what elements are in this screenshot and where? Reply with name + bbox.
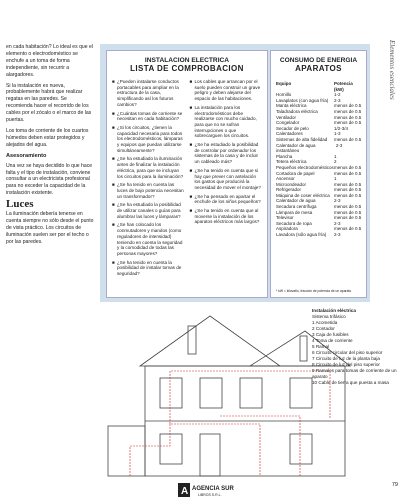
bullet-icon: ■ xyxy=(112,124,115,130)
diagram-legend xyxy=(312,308,402,386)
bullet-icon: ■ xyxy=(189,104,193,110)
publisher-logo xyxy=(178,483,236,497)
legend-item: 7 Circuito de luz de la planta baja xyxy=(312,356,380,361)
checklist-column xyxy=(112,79,185,293)
appliance-power: menos de 0.5 xyxy=(334,187,362,193)
heading-luces: Luces xyxy=(6,198,34,211)
appliance-name: Plancha xyxy=(276,153,293,159)
checklist-item xyxy=(112,111,185,122)
legend-item: 1 Acometida xyxy=(312,320,338,325)
running-title: Elementos esenciales xyxy=(388,40,396,100)
page-number: 79 xyxy=(391,482,398,488)
body-text-column xyxy=(6,44,94,250)
appliance-name: Pequeños electrodomésticos xyxy=(276,164,334,170)
checklist-item-text: ¿Se ha estudiado la iluminación antes de finalizar la instalación eléctrica, para que se incluyan los circuitos para la iluminación? xyxy=(117,156,184,179)
appliance-name: Tetera eléctrica xyxy=(276,159,307,165)
legend-item: 6 Circuito circular del piso superior xyxy=(312,350,383,355)
legend-item: 2 Contador xyxy=(312,326,335,331)
appliance-power: menos de 0.5 xyxy=(334,114,362,120)
appliance-name: Máquina de coser eléctrica xyxy=(276,192,330,198)
appliance-power: 1-2 xyxy=(334,92,341,98)
appliance-power: menos de 0.5 xyxy=(334,209,362,215)
appliance-name: Refrigerador xyxy=(276,187,302,193)
svg-text:LIBROS S.R.L.: LIBROS S.R.L. xyxy=(198,493,222,497)
footnote: * kW = kilovatio, fracción de potencia de un aparato xyxy=(276,289,352,293)
column-header: Potencia (kW) xyxy=(334,81,353,92)
bullet-icon: ■ xyxy=(112,259,115,265)
checklist-title: INSTALACION ELECTRICA xyxy=(144,57,230,64)
svg-text:AGENCIA SUR: AGENCIA SUR xyxy=(192,486,234,492)
appliance-name: Calentador de agua xyxy=(276,198,316,204)
checklist-item-text: ¿Si los circuitos, ¿tienen la capacidad necesaria para todos los electrodomésticos, lámparas y equipos que puedan utilizarse simultáneamente? xyxy=(117,124,183,153)
checklist-item xyxy=(112,79,185,108)
appliance-name: Televisor xyxy=(276,215,294,221)
checklist-item-text: ¿Cuántas tomas de corriente se necesitan en cada habitación? xyxy=(117,110,183,122)
legend-item: 4 Toma de corriente xyxy=(312,338,353,343)
energy-table-box xyxy=(270,50,367,298)
legend-item: Sistema trifásico xyxy=(312,314,346,319)
column-header: Equipo xyxy=(276,81,292,86)
appliance-name: Hornillo xyxy=(276,92,292,98)
checklist-item xyxy=(112,260,185,277)
checklist-item-text: ¿Se ha tenido en cuenta que si hay que prever con antelación los gastos que producirá la necesidad de mover el montaje? xyxy=(194,167,261,190)
appliance-power: menos de 0.5 xyxy=(334,181,362,187)
subheading-asesoramiento: Asesoramiento xyxy=(6,152,47,159)
appliance-name: Ascensor xyxy=(276,176,295,182)
paragraph: en cada habitación? Lo ideal es que el elemento o electrodoméstico se enchufe a un toma de forma independiente, sin recurrir a alargadores. xyxy=(6,44,93,78)
appliance-power: 1-3 xyxy=(334,131,341,137)
bullet-icon: ■ xyxy=(189,167,193,173)
appliance-power: 2-3 xyxy=(334,220,341,226)
appliance-power: menos de 0.5 xyxy=(334,164,362,170)
appliance-power: 2-3 xyxy=(334,97,341,103)
appliance-power: menos de 0.5 xyxy=(334,215,362,221)
energy-table-header xyxy=(276,81,362,92)
legend-item: 9 Ramales para tomas de corriente de un aparato xyxy=(312,368,397,379)
appliance-name: Manta eléctrica xyxy=(276,103,307,109)
checklist-item-text: ¿Se ha tenido en cuenta que al moverse la instalación de los aparatos eléctricos más largos? xyxy=(194,208,260,225)
svg-text:A: A xyxy=(181,486,189,497)
info-panel xyxy=(100,44,370,302)
checklist-item xyxy=(112,222,185,256)
appliance-power: 1 xyxy=(334,153,337,159)
energy-subtitle: APARATOS xyxy=(295,64,342,73)
checklist-item xyxy=(190,142,263,165)
paragraph: La iluminación debería tenerse en cuenta siempre no sólo desde el punto de vista práctico. Los circuitos de iluminación suelen ser por el techo o por las paredes. xyxy=(6,211,94,245)
checklist-item-text: ¿Se han colocado los conmutadores y mandos (como reguladores de intensidad) teniendo en cuenta la seguridad y la comodidad de todas las personas mayores? xyxy=(117,222,183,256)
appliance-name: Secadora de ropa xyxy=(276,220,312,226)
bullet-icon: ■ xyxy=(189,79,193,84)
checklist-item xyxy=(112,156,185,179)
checklist-item-text: ¿Se ha pensado en apartar el enchufe de los niños pequeños? xyxy=(194,193,261,205)
checklist-item-text: Los cables que arrancan por el suelo pueden construir un grave peligro y deben alejarse del espacio de las habitaciones. xyxy=(194,79,261,102)
legend-item: 8 Circuito de luz del piso superior xyxy=(312,362,380,367)
appliance-name: Secador de pelo xyxy=(276,125,309,131)
paragraph: Si la instalación es nueva, probablemente habrá que realizar regatas en las paredes. Se recomienda hacer el recorrido de los cables por el zócalo o el marco de las puertas. xyxy=(6,82,92,124)
bullet-icon: ■ xyxy=(189,142,193,148)
appliance-power: menos de 0.5 xyxy=(334,103,362,109)
legend-item: 10 Cable de tierra que puesta a masa xyxy=(312,380,389,385)
appliance-name: Calentadores xyxy=(276,131,303,137)
appliance-name: Secadora centrífuga xyxy=(276,204,317,210)
appliance-name: Lavadora (sólo agua fría) xyxy=(276,232,327,238)
appliance-name: Cortadora de papel xyxy=(276,170,315,176)
bullet-icon: ■ xyxy=(112,156,115,162)
paragraph: Una vez se haya decidido lo que hace falta y el tipo de instalación, conviene consultar a un electricista profesional para no exceder la capacidad de la instalación existente. xyxy=(6,162,93,197)
bullet-icon: ■ xyxy=(189,208,193,214)
legend-item: 3 Caja de fusibles xyxy=(312,332,349,337)
appliance-name: Sistemas de alta fidelidad xyxy=(276,136,328,142)
appliance-name: Aspiradora xyxy=(276,226,298,232)
appliance-power: menos de 0.5 xyxy=(334,108,362,114)
legend-title: Instalación eléctrica xyxy=(312,308,356,313)
checklist-box xyxy=(106,50,268,298)
checklist-item xyxy=(190,79,263,102)
checklist-item xyxy=(112,182,185,199)
checklist-item xyxy=(190,194,263,205)
checklist-item xyxy=(112,202,185,219)
bullet-icon: ■ xyxy=(189,193,193,199)
bullet-icon: ■ xyxy=(112,182,115,188)
legend-item: 5 Ramal xyxy=(312,344,330,349)
appliance-power: menos de 0.5 xyxy=(334,136,362,142)
checklist-item xyxy=(190,208,263,225)
checklist-item-text: ¿Se ha estudiado la posibilidad de utilizar canales o guías para alumbrar las luces y lámparas? xyxy=(117,202,181,219)
appliance-power: menos de 0.5 xyxy=(334,226,362,232)
checklist-item xyxy=(190,168,263,191)
appliance-power: menos de 0.5 xyxy=(334,192,362,198)
checklist-item-text: ¿Pueden instalarse conductos portacables para ampliar en la estructura de la casa, simplificando así los futuros cambios? xyxy=(117,79,179,107)
energy-table-row xyxy=(276,143,362,154)
checklist-item-text: ¿Se ha tenido en cuenta la posibilidad de instalar tomas de seguridad? xyxy=(117,259,182,277)
appliance-name: Taladradora eléctrica xyxy=(276,108,318,114)
appliance-power: 2-3 xyxy=(334,198,341,204)
appliance-power: 2-3 xyxy=(334,232,341,238)
paragraph: Los toma de corriente de los cuartos húmedos deben estar protegidos y alejados del agua. xyxy=(6,127,89,148)
checklist-item xyxy=(112,125,185,154)
energy-table xyxy=(276,81,362,238)
appliance-name: Lavaplatos (con agua fría) xyxy=(276,97,329,103)
bullet-icon: ■ xyxy=(112,222,115,228)
appliance-power: menos de 0.5 xyxy=(334,170,362,176)
appliance-power: 1/2-3/4 xyxy=(334,125,349,131)
checklist-item-text: ¿Se ha estudiado la posibilidad de controlar por ordenador los sistemas de la casa y de incluir un cableado más? xyxy=(194,142,259,165)
appliance-name: Ventilador xyxy=(276,114,297,120)
appliance-power: menos de 0.5 xyxy=(334,120,362,126)
bullet-icon: ■ xyxy=(112,202,115,208)
appliance-power: 2-3 xyxy=(335,142,343,148)
energy-title: CONSUMO DE ENERGIA xyxy=(279,57,358,64)
bullet-icon: ■ xyxy=(112,110,115,116)
appliance-name: Lámpara de mesa xyxy=(276,209,313,215)
appliance-name: Microondeador xyxy=(276,181,307,187)
annex xyxy=(108,426,145,476)
bullet-icon: ■ xyxy=(112,79,115,84)
appliance-power: 1 xyxy=(334,176,337,182)
appliance-name: Calentador de agua instantáneo xyxy=(276,142,316,154)
appliance-name: Congelador xyxy=(276,120,300,126)
checklist-item-text: La instalación para los electrodomésticos debe realizarse con mucho cuidado, para que no se sufran interrupciones o que sobrecarguen los circuitos. xyxy=(194,104,257,139)
appliance-power: 2 xyxy=(334,159,337,165)
appliance-power: menos de 0.5 xyxy=(334,204,362,210)
roof-left xyxy=(140,316,280,366)
checklist-subtitle: LISTA DE COMPROBACION xyxy=(130,64,244,73)
checklist-item xyxy=(190,105,263,139)
checklist-column xyxy=(190,79,263,293)
energy-table-row xyxy=(276,232,362,238)
checklist-item-text: ¿Se ha tenido en cuenta las luces de bajo potencia necesitan un transformador? xyxy=(117,182,184,199)
